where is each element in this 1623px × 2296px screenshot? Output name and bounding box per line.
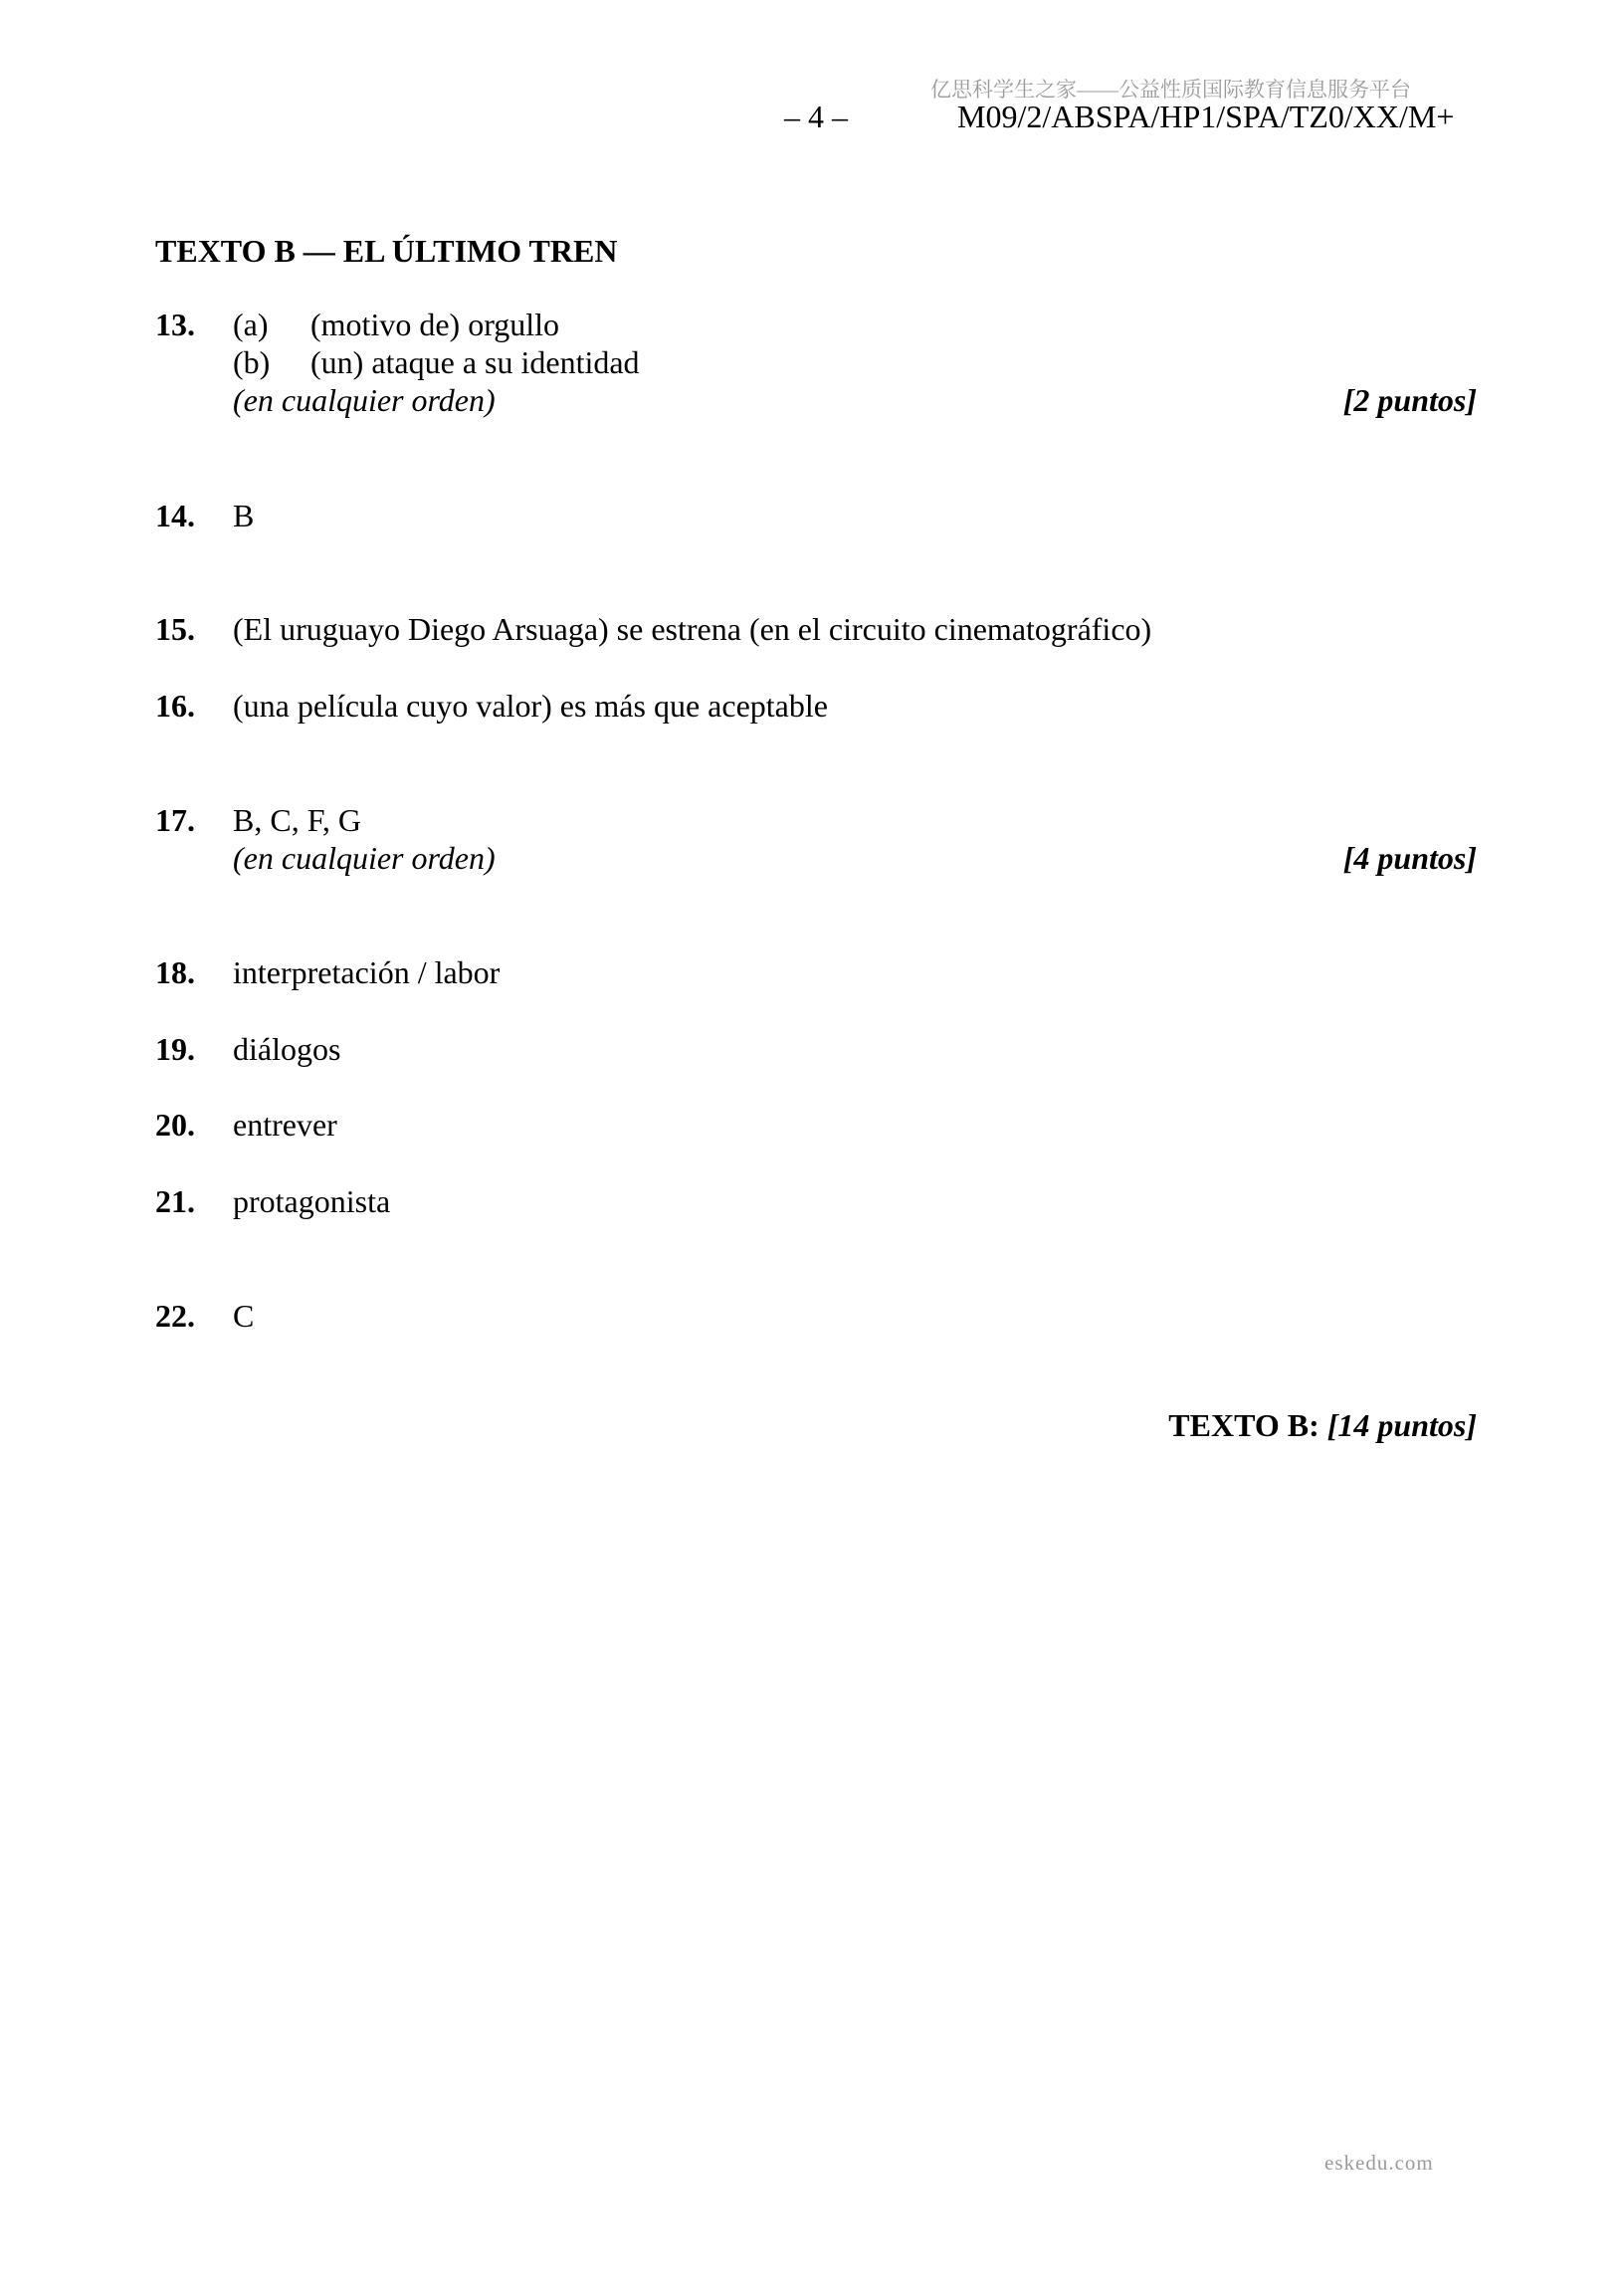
section-total-label: TEXTO B: <box>1168 1407 1327 1443</box>
q13-a-label: (a) <box>233 307 269 342</box>
q18-answer: interpretación / labor <box>233 954 501 990</box>
q19-answer: diálogos <box>233 1031 341 1067</box>
q20-answer: entrever <box>233 1107 337 1143</box>
document-code: M09/2/ABSPA/HP1/SPA/TZ0/XX/M+ <box>957 99 1455 134</box>
section-total-points: [14 puntos] <box>1326 1407 1477 1443</box>
q21-answer: protagonista <box>233 1183 391 1219</box>
q14-answer: B <box>233 498 255 533</box>
question-number-21: 21. <box>155 1183 195 1219</box>
section-total <box>1168 1407 1477 1444</box>
section-title: TEXTO B — EL ÚLTIMO TREN <box>155 233 618 269</box>
question-number-15: 15. <box>155 611 195 647</box>
q16-answer: (una película cuyo valor) es más que aceptable <box>233 688 828 724</box>
page-number: – 4 – <box>784 99 848 134</box>
question-number-16: 16. <box>155 688 195 724</box>
question-number-20: 20. <box>155 1107 195 1143</box>
q15-answer: (El uruguayo Diego Arsuaga) se estrena (en el circuito cinematográfico) <box>233 611 1152 647</box>
q13-points: [2 puntos] <box>1342 382 1477 418</box>
question-number-19: 19. <box>155 1031 195 1067</box>
q22-answer: C <box>233 1298 255 1334</box>
question-number-13: 13. <box>155 307 195 342</box>
question-number-22: 22. <box>155 1298 195 1334</box>
question-number-18: 18. <box>155 954 195 990</box>
footer-watermark: eskedu.com <box>1324 2151 1434 2175</box>
q17-points: [4 puntos] <box>1342 840 1477 876</box>
q13-b-label: (b) <box>233 344 271 380</box>
q13-b-answer: (un) ataque a su identidad <box>310 344 640 380</box>
q17-note: (en cualquier orden) <box>233 840 496 876</box>
header-watermark: 亿思科学生之家——公益性质国际教育信息服务平台 <box>930 78 1411 102</box>
question-number-14: 14. <box>155 498 195 533</box>
q13-a-answer: (motivo de) orgullo <box>310 307 560 342</box>
question-number-17: 17. <box>155 802 195 838</box>
q17-answer: B, C, F, G <box>233 802 362 838</box>
q13-note: (en cualquier orden) <box>233 382 496 418</box>
